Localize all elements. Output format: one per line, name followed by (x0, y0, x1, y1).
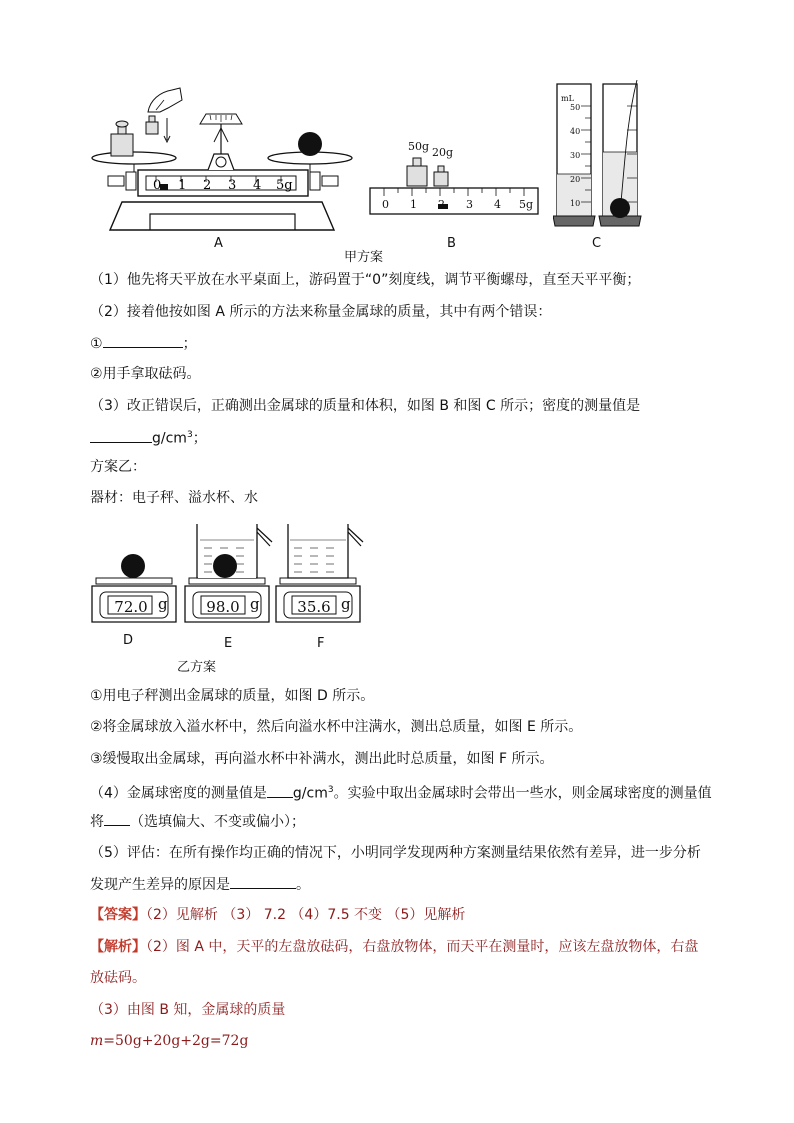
scale-f-unit: g (341, 595, 351, 613)
q4-part-c: 。实验中取出金属球时会带出一些水，则金属球密度的测量值 (333, 785, 712, 802)
mass-equation: =50g+20g+2g=72g (103, 1033, 249, 1049)
question-2: （2）接着他按如图 A 所示的方法来称量金属球的质量，其中有两个错误： (90, 304, 552, 320)
cylinder-scale-labels (557, 94, 587, 234)
plan-b-title: 方案乙： (90, 459, 146, 475)
svg-text:5g: 5g (276, 178, 293, 193)
ruler-tick-1: 1 (410, 198, 417, 211)
q5-reason-blank[interactable] (230, 874, 296, 889)
answer-label: 【答案】 (90, 907, 146, 923)
analysis-text-1: （2）图 A 中，天平的左盘放砝码，右盘放物体，而天平在测量时，应该左盘放物体，右盘 (146, 939, 699, 955)
question-2-error-2: ②用手拿取砝码。 (90, 366, 201, 382)
scale-f-reading: 35.6 (297, 598, 331, 616)
density-end: ； (192, 430, 207, 447)
scale-d-reading: 72.0 (114, 598, 148, 616)
figure-b-label: B (447, 236, 456, 251)
q5-part-c: 。 (296, 877, 310, 893)
q5-part-b: 发现产生差异的原因是 (90, 877, 230, 893)
step-3: ③缓慢取出金属球，再向溢水杯中补满水，测出此时总质量，如图 F 所示。 (90, 751, 554, 767)
cylinder-unit-label: mL (561, 94, 574, 103)
question-3-answer-line (90, 425, 207, 449)
analysis-label: 【解析】 (90, 939, 146, 955)
svg-text:0: 0 (153, 178, 162, 193)
ruler-tick-3: 3 (466, 198, 473, 211)
answer-line (90, 905, 465, 925)
svg-text:1: 1 (178, 178, 187, 193)
svg-text:4: 4 (253, 178, 262, 193)
q4-effect-blank[interactable] (104, 811, 130, 826)
svg-text:3: 3 (228, 178, 237, 193)
error-1-blank[interactable] (103, 333, 183, 348)
q4-unit: g/cm (292, 785, 328, 802)
question-2-error-1 (90, 333, 197, 354)
step-2: ②将金属球放入溢水杯中，然后向溢水杯中注满水，测出总质量，如图 E 所示。 (90, 719, 583, 735)
analysis-line-3: （3）由图 B 知，金属球的质量 (90, 1002, 286, 1018)
ruler-tick-4: 4 (494, 198, 501, 211)
ruler-tick-labels (378, 198, 548, 212)
ruler-tick-5g: 5g (519, 198, 534, 211)
question-5-line-2 (90, 874, 310, 895)
cylinder-tick-40: 40 (570, 127, 581, 136)
figure-c-label: C (592, 236, 602, 251)
cylinder-tick-20: 20 (570, 175, 581, 184)
scale-e-unit: g (250, 595, 260, 613)
analysis-line-2: 放砝码。 (90, 970, 146, 986)
figure-a-balance (90, 82, 355, 250)
q4-unit-sup: 3 (327, 785, 334, 795)
question-1: （1）他先将天平放在水平桌面上，游码置于“0”刻度线，调节平衡螺母，直至天平平衡； (90, 272, 641, 288)
error-1-suffix: ； (182, 336, 197, 352)
cylinder-tick-50: 50 (570, 103, 581, 112)
mass-variable: m (90, 1033, 104, 1049)
weight-20g-label: 20g (432, 146, 454, 159)
ruler-tick-2: 2 (438, 198, 445, 211)
step-1: ①用电子秤测出金属球的质量，如图 D 所示。 (90, 688, 375, 704)
cylinder-tick-10: 10 (570, 199, 581, 208)
answer-text: （2）见解析 （3） 7.2 （4）7.5 不变 （5）见解析 (146, 907, 466, 923)
density-unit-sup: 3 (186, 430, 193, 440)
ruler-tick-0: 0 (382, 198, 389, 211)
plan-a-caption: 甲方案 (344, 250, 384, 265)
q4-part-e: （选填偏大、不变或偏小）； (130, 814, 305, 830)
svg-text:2: 2 (203, 178, 212, 193)
equipment-list: 器材：电子秤、溢水杯、水 (90, 490, 258, 506)
figure-e-label: E (224, 636, 233, 651)
question-5-line-1: （5）评估：在所有操作均正确的情况下，小明同学发现两种方案测量结果依然有差异，进一步分析 (90, 845, 701, 861)
q4-part-d: 将 (90, 814, 104, 830)
question-3: （3）改正错误后，正确测出金属球的质量和体积，如图 B 和图 C 所示；密度的测量值是 (90, 398, 641, 414)
figure-d-label: D (123, 633, 134, 648)
weight-50g-label: 50g (408, 140, 430, 153)
scale-d-unit: g (158, 595, 168, 613)
density-blank-a[interactable] (90, 428, 152, 443)
cylinder-tick-30: 30 (570, 151, 581, 160)
figure-f-label: F (317, 636, 325, 651)
figure-a-label: A (214, 236, 223, 251)
question-4-line-2 (90, 811, 305, 832)
error-1-prefix: ① (90, 336, 103, 352)
plan-b-caption: 乙方案 (177, 660, 217, 675)
q4-part-a: （4）金属球密度的测量值是 (90, 785, 267, 802)
scale-e-reading: 98.0 (206, 598, 240, 616)
analysis-line-1 (90, 937, 698, 957)
question-4-line-1 (90, 780, 712, 804)
analysis-line-4 (90, 1031, 248, 1051)
density-unit: g/cm (152, 430, 187, 447)
q4-density-blank[interactable] (267, 783, 293, 798)
